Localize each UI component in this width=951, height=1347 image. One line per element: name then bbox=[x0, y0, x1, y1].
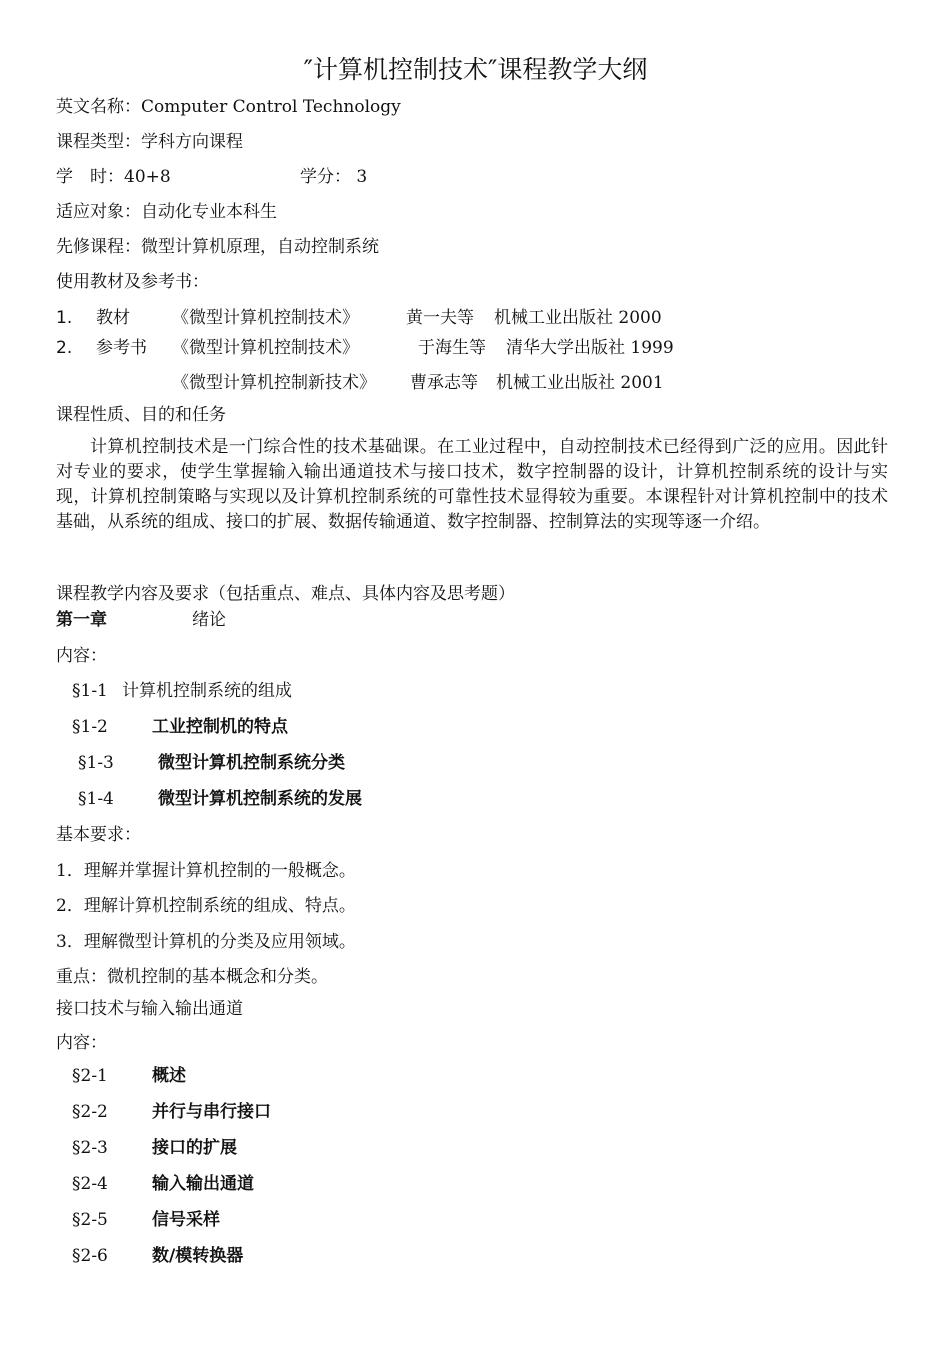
course-type: 课程类型：学科方向课程 bbox=[56, 132, 243, 152]
section-name: 并行与串行接口 bbox=[152, 1102, 271, 1122]
book-author: 黄一夫等 bbox=[406, 308, 474, 328]
section-item bbox=[72, 1209, 220, 1231]
section-name: 数/模转换器 bbox=[152, 1246, 244, 1266]
section-item bbox=[72, 1137, 237, 1159]
section-id: §2-4 bbox=[72, 1174, 108, 1194]
section-item bbox=[72, 716, 288, 738]
book-item bbox=[172, 372, 664, 394]
book-author: 于海生等 bbox=[418, 338, 486, 358]
purpose-paragraph: 计算机控制技术是一门综合性的技术基础课。在工业过程中，自动控制技术已经得到广泛的应用。因此针对专业的要求，使学生掌握输入输出通道技术与接口技术，数字控制器的设计，计算机控制系统的设计与实现，计算机控制策略与实现以及计算机控制系统的可靠性技术显得较为重要。本课程针对计算机控制中的技术基础，从系统的组成、接口的扩展、数据传输通道、数字控制器、控制算法的实现等逐一介绍。 bbox=[56, 437, 888, 532]
book-number: 1. bbox=[56, 308, 73, 328]
section-id: §1-4 bbox=[78, 789, 114, 809]
book-number: 2. bbox=[56, 338, 73, 358]
section-name: 工业控制机的特点 bbox=[152, 717, 288, 737]
section-item bbox=[72, 680, 292, 702]
chapter-name: 绪论 bbox=[192, 610, 226, 630]
book-publisher: 机械工业出版社 bbox=[496, 373, 615, 393]
textbooks-heading: 使用教材及参考书： bbox=[56, 272, 209, 292]
section-name: 微型计算机控制系统分类 bbox=[158, 753, 345, 773]
hours: 学 时：40+8 bbox=[56, 167, 171, 187]
book-title: 《微型计算机控制技术》 bbox=[172, 308, 359, 328]
key-points: 重点：微机控制的基本概念和分类。 bbox=[56, 967, 328, 987]
book-author: 曹承志等 bbox=[410, 373, 478, 393]
english-name: 英文名称：Computer Control Technology bbox=[56, 97, 401, 117]
requirement-item: 3．理解微型计算机的分类及应用领域。 bbox=[56, 932, 356, 952]
book-publisher: 机械工业出版社 bbox=[494, 308, 613, 328]
credits: 学分： 3 bbox=[300, 167, 368, 187]
book-item bbox=[56, 307, 662, 329]
requirement-item: 1．理解并掌握计算机控制的一般概念。 bbox=[56, 861, 356, 881]
section-name: 信号采样 bbox=[152, 1210, 220, 1230]
section-id: §1-1 bbox=[72, 681, 108, 701]
requirements-label: 基本要求： bbox=[56, 825, 141, 845]
section-item bbox=[72, 1245, 243, 1267]
book-year: 2000 bbox=[618, 308, 662, 328]
section-name: 概述 bbox=[152, 1066, 186, 1086]
section-id: §2-2 bbox=[72, 1102, 108, 1122]
section-id: §2-6 bbox=[72, 1246, 108, 1266]
book-kind: 参考书 bbox=[96, 338, 147, 358]
hours-credits-row bbox=[56, 166, 367, 188]
requirement-item: 2．理解计算机控制系统的组成、特点。 bbox=[56, 896, 356, 916]
prerequisites: 先修课程：微型计算机原理，自动控制系统 bbox=[56, 237, 379, 257]
chapter-1-heading bbox=[56, 609, 226, 631]
book-title: 《微型计算机控制技术》 bbox=[172, 338, 359, 358]
chapter-1-content-label: 内容： bbox=[56, 646, 107, 666]
section-id: §2-5 bbox=[72, 1210, 108, 1230]
section-name: 计算机控制系统的组成 bbox=[122, 681, 292, 701]
page-title: ″计算机控制技术″课程教学大纲 bbox=[303, 55, 648, 84]
chapter-2-content-label: 内容： bbox=[56, 1033, 107, 1053]
book-year: 1999 bbox=[630, 338, 674, 358]
section-name: 微型计算机控制系统的发展 bbox=[158, 789, 362, 809]
section-item bbox=[72, 1101, 271, 1123]
chapter-label: 第一章 bbox=[56, 610, 107, 630]
book-title: 《微型计算机控制新技术》 bbox=[172, 373, 376, 393]
book-kind: 教材 bbox=[96, 308, 130, 328]
section-item bbox=[78, 788, 362, 810]
section-id: §2-3 bbox=[72, 1138, 108, 1158]
section-item bbox=[72, 1173, 254, 1195]
section-id: §1-3 bbox=[78, 753, 114, 773]
content-heading: 课程教学内容及要求（包括重点、难点、具体内容及思考题） bbox=[56, 584, 515, 604]
section-name: 接口的扩展 bbox=[152, 1138, 237, 1158]
section-id: §1-2 bbox=[72, 717, 108, 737]
book-publisher: 清华大学出版社 bbox=[506, 338, 625, 358]
section-id: §2-1 bbox=[72, 1066, 108, 1086]
section-item bbox=[72, 1065, 186, 1087]
purpose-heading: 课程性质、目的和任务 bbox=[56, 405, 226, 425]
section-name: 输入输出通道 bbox=[152, 1174, 254, 1194]
chapter-2-heading: 接口技术与输入输出通道 bbox=[56, 999, 243, 1019]
book-year: 2001 bbox=[620, 373, 664, 393]
book-item bbox=[56, 337, 674, 359]
audience: 适应对象：自动化专业本科生 bbox=[56, 202, 277, 222]
section-item bbox=[78, 752, 345, 774]
